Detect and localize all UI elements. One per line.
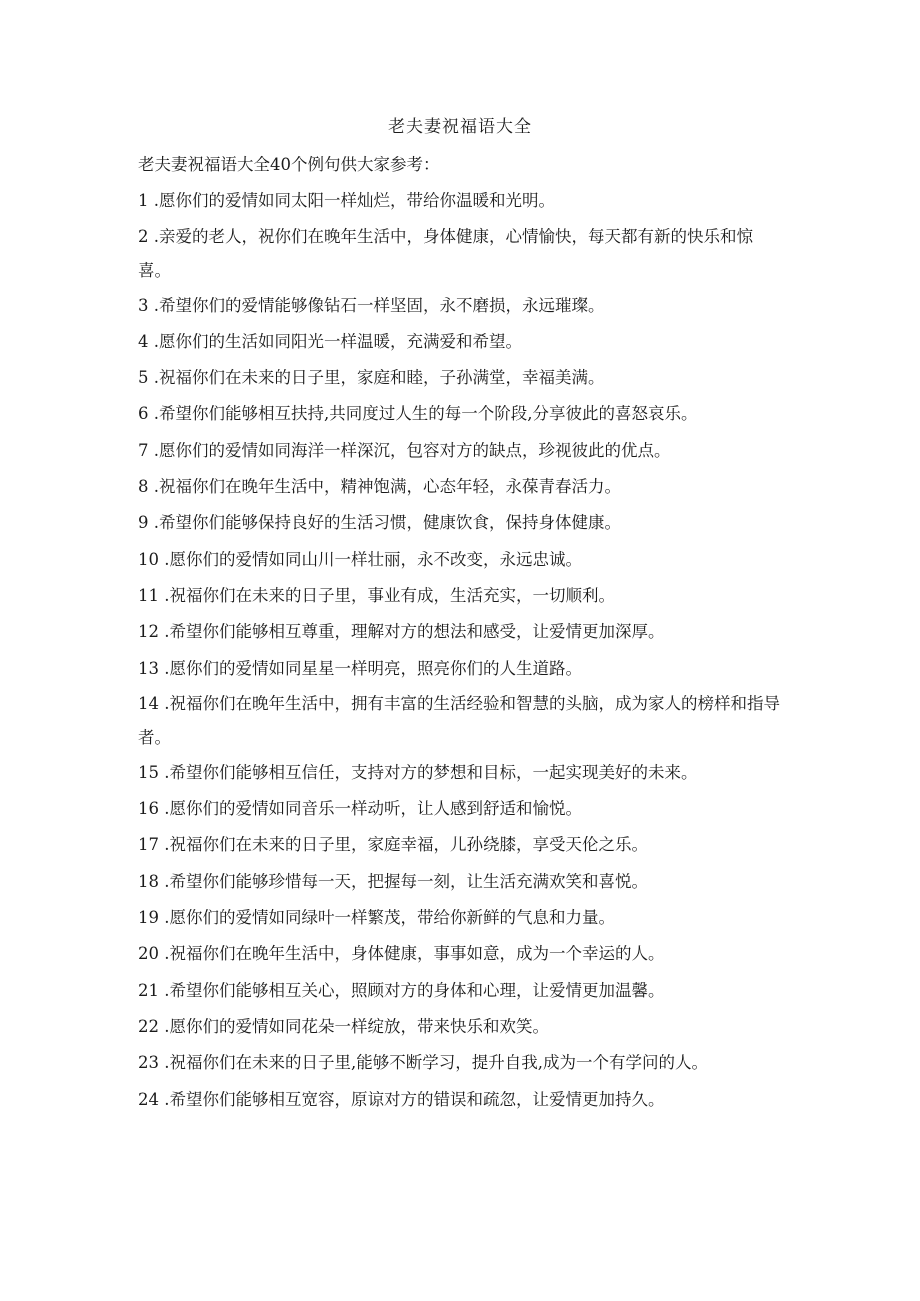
item-number: 4 <box>138 331 149 351</box>
list-item: 4 .愿你们的生活如同阳光一样温暖，充满爱和希望。 <box>138 331 522 351</box>
item-text: 祝福你们在未来的日子里，家庭和睦，子孙满堂，幸福美满。 <box>159 368 605 388</box>
item-number: 1 <box>138 191 149 211</box>
list-item: 1 .愿你们的爱情如同太阳一样灿烂，带给你温暖和光明。 <box>138 191 555 211</box>
list-item: 11 .祝福你们在未来的日子里，事业有成，生活充实，一切顺利。 <box>138 585 615 605</box>
item-text: 祝福你们在未来的日子里，事业有成，生活充实，一切顺利。 <box>169 585 615 605</box>
item-text: 愿你们的爱情如同海洋一样深沉，包容对方的缺点，珍视彼此的优点。 <box>159 440 671 460</box>
item-text: 希望你们能够相互宽容，原谅对方的错误和疏忽，让爱情更加持久。 <box>169 1089 665 1109</box>
item-text: 祝福你们在未来的日子里，家庭幸福，儿孙绕膝，享受天伦之乐。 <box>169 835 648 855</box>
item-number: 7 <box>138 440 149 460</box>
document-title: 老夫妻祝福语大全 <box>388 117 532 137</box>
list-item: 17 .祝福你们在未来的日子里，家庭幸福，儿孙绕膝，享受天伦之乐。 <box>138 835 648 855</box>
item-number: 3 <box>138 295 149 315</box>
list-item: 24 .希望你们能够相互宽容，原谅对方的错误和疏忽，让爱情更加持久。 <box>138 1089 665 1109</box>
document-body <box>138 147 783 1118</box>
item-number: 2 <box>138 226 149 246</box>
item-text: 祝福你们在晚年生活中，拥有丰富的生活经验和智慧的头脑，成为家人的榜样和指导者。 <box>138 693 780 747</box>
item-number: 14 <box>138 693 159 713</box>
item-number: 17 <box>138 835 159 855</box>
list-item: 6 .希望你们能够相互扶持,共同度过人生的每一个阶段,分享彼此的喜怒哀乐。 <box>138 404 698 424</box>
item-text: 希望你们能够珍惜每一天，把握每一刻，让生活充满欢笑和喜悦。 <box>169 871 648 891</box>
item-number: 16 <box>138 799 159 819</box>
item-number: 12 <box>138 622 159 642</box>
list-item: 14 .祝福你们在晚年生活中，拥有丰富的生活经验和智慧的头脑，成为家人的榜样和指导者。 <box>138 693 780 747</box>
list-item: 9 .希望你们能够保持良好的生活习惯，健康饮食，保持身体健康。 <box>138 513 621 533</box>
item-text: 希望你们的爱情能够像钻石一样坚固，永不磨损，永远璀璨。 <box>159 295 605 315</box>
list-item: 3 .希望你们的爱情能够像钻石一样坚固，永不磨损，永远璀璨。 <box>138 295 605 315</box>
item-text: 亲爱的老人，祝你们在晚年生活中，身体健康，心情愉快，每天都有新的快乐和惊喜。 <box>138 226 753 280</box>
list-item: 18 .希望你们能够珍惜每一天，把握每一刻，让生活充满欢笑和喜悦。 <box>138 871 648 891</box>
blessing-list <box>138 183 783 1118</box>
item-text: 愿你们的爱情如同星星一样明亮，照亮你们的人生道路。 <box>169 658 582 678</box>
list-item: 16 .愿你们的爱情如同音乐一样动听，让人感到舒适和愉悦。 <box>138 799 582 819</box>
intro-paragraph: 老夫妻祝福语大全40个例句供大家参考： <box>138 155 440 174</box>
item-number: 10 <box>138 549 159 569</box>
list-item: 22 .愿你们的爱情如同花朵一样绽放，带来快乐和欢笑。 <box>138 1016 549 1036</box>
item-number: 21 <box>138 980 159 1000</box>
item-text: 祝福你们在晚年生活中，精神饱满，心态年轻，永葆青春活力。 <box>159 477 621 497</box>
item-text: 希望你们能够相互尊重，理解对方的想法和感受，让爱情更加深厚。 <box>169 622 665 642</box>
item-text: 愿你们的生活如同阳光一样温暖，充满爱和希望。 <box>159 331 522 351</box>
item-number: 15 <box>138 762 159 782</box>
item-text: 希望你们能够相互信任，支持对方的梦想和目标，一起实现美好的未来。 <box>169 762 698 782</box>
list-item: 7 .愿你们的爱情如同海洋一样深沉，包容对方的缺点，珍视彼此的优点。 <box>138 440 671 460</box>
item-number: 6 <box>138 404 149 424</box>
item-number: 19 <box>138 908 159 928</box>
item-number: 24 <box>138 1089 159 1109</box>
item-text: 愿你们的爱情如同绿叶一样繁茂，带给你新鲜的气息和力量。 <box>169 908 615 928</box>
list-item: 13 .愿你们的爱情如同星星一样明亮，照亮你们的人生道路。 <box>138 658 582 678</box>
item-number: 20 <box>138 944 159 964</box>
item-number: 18 <box>138 871 159 891</box>
list-item: 21 .希望你们能够相互关心，照顾对方的身体和心理，让爱情更加温馨。 <box>138 980 665 1000</box>
list-item: 19 .愿你们的爱情如同绿叶一样繁茂，带给你新鲜的气息和力量。 <box>138 908 615 928</box>
list-item: 2 .亲爱的老人，祝你们在晚年生活中，身体健康，心情愉快，每天都有新的快乐和惊喜。 <box>138 226 753 280</box>
item-text: 希望你们能够相互扶持,共同度过人生的每一个阶段,分享彼此的喜怒哀乐。 <box>159 404 698 424</box>
list-item: 23 .祝福你们在未来的日子里,能够不断学习，提升自我,成为一个有学问的人。 <box>138 1053 708 1073</box>
item-number: 5 <box>138 368 149 388</box>
item-text: 祝福你们在未来的日子里,能够不断学习，提升自我,成为一个有学问的人。 <box>169 1053 708 1073</box>
item-text: 希望你们能够相互关心，照顾对方的身体和心理，让爱情更加温馨。 <box>169 980 665 1000</box>
item-text: 愿你们的爱情如同音乐一样动听，让人感到舒适和愉悦。 <box>169 799 582 819</box>
list-item: 10 .愿你们的爱情如同山川一样壮丽，永不改变，永远忠诚。 <box>138 549 582 569</box>
item-text: 愿你们的爱情如同花朵一样绽放，带来快乐和欢笑。 <box>169 1016 549 1036</box>
list-item: 15 .希望你们能够相互信任，支持对方的梦想和目标，一起实现美好的未来。 <box>138 762 698 782</box>
item-number: 23 <box>138 1053 159 1073</box>
item-number: 13 <box>138 658 159 678</box>
list-item: 12 .希望你们能够相互尊重，理解对方的想法和感受，让爱情更加深厚。 <box>138 622 665 642</box>
list-item: 5 .祝福你们在未来的日子里，家庭和睦，子孙满堂，幸福美满。 <box>138 368 605 388</box>
item-number: 9 <box>138 513 149 533</box>
list-item: 8 .祝福你们在晚年生活中，精神饱满，心态年轻，永葆青春活力。 <box>138 477 621 497</box>
item-text: 愿你们的爱情如同山川一样壮丽，永不改变，永远忠诚。 <box>169 549 582 569</box>
item-number: 11 <box>138 585 159 605</box>
item-number: 8 <box>138 477 149 497</box>
list-item: 20 .祝福你们在晚年生活中，身体健康，事事如意，成为一个幸运的人。 <box>138 944 665 964</box>
item-number: 22 <box>138 1016 159 1036</box>
item-text: 希望你们能够保持良好的生活习惯，健康饮食，保持身体健康。 <box>159 513 621 533</box>
item-text: 愿你们的爱情如同太阳一样灿烂，带给你温暖和光明。 <box>159 191 555 211</box>
item-text: 祝福你们在晚年生活中，身体健康，事事如意，成为一个幸运的人。 <box>169 944 665 964</box>
